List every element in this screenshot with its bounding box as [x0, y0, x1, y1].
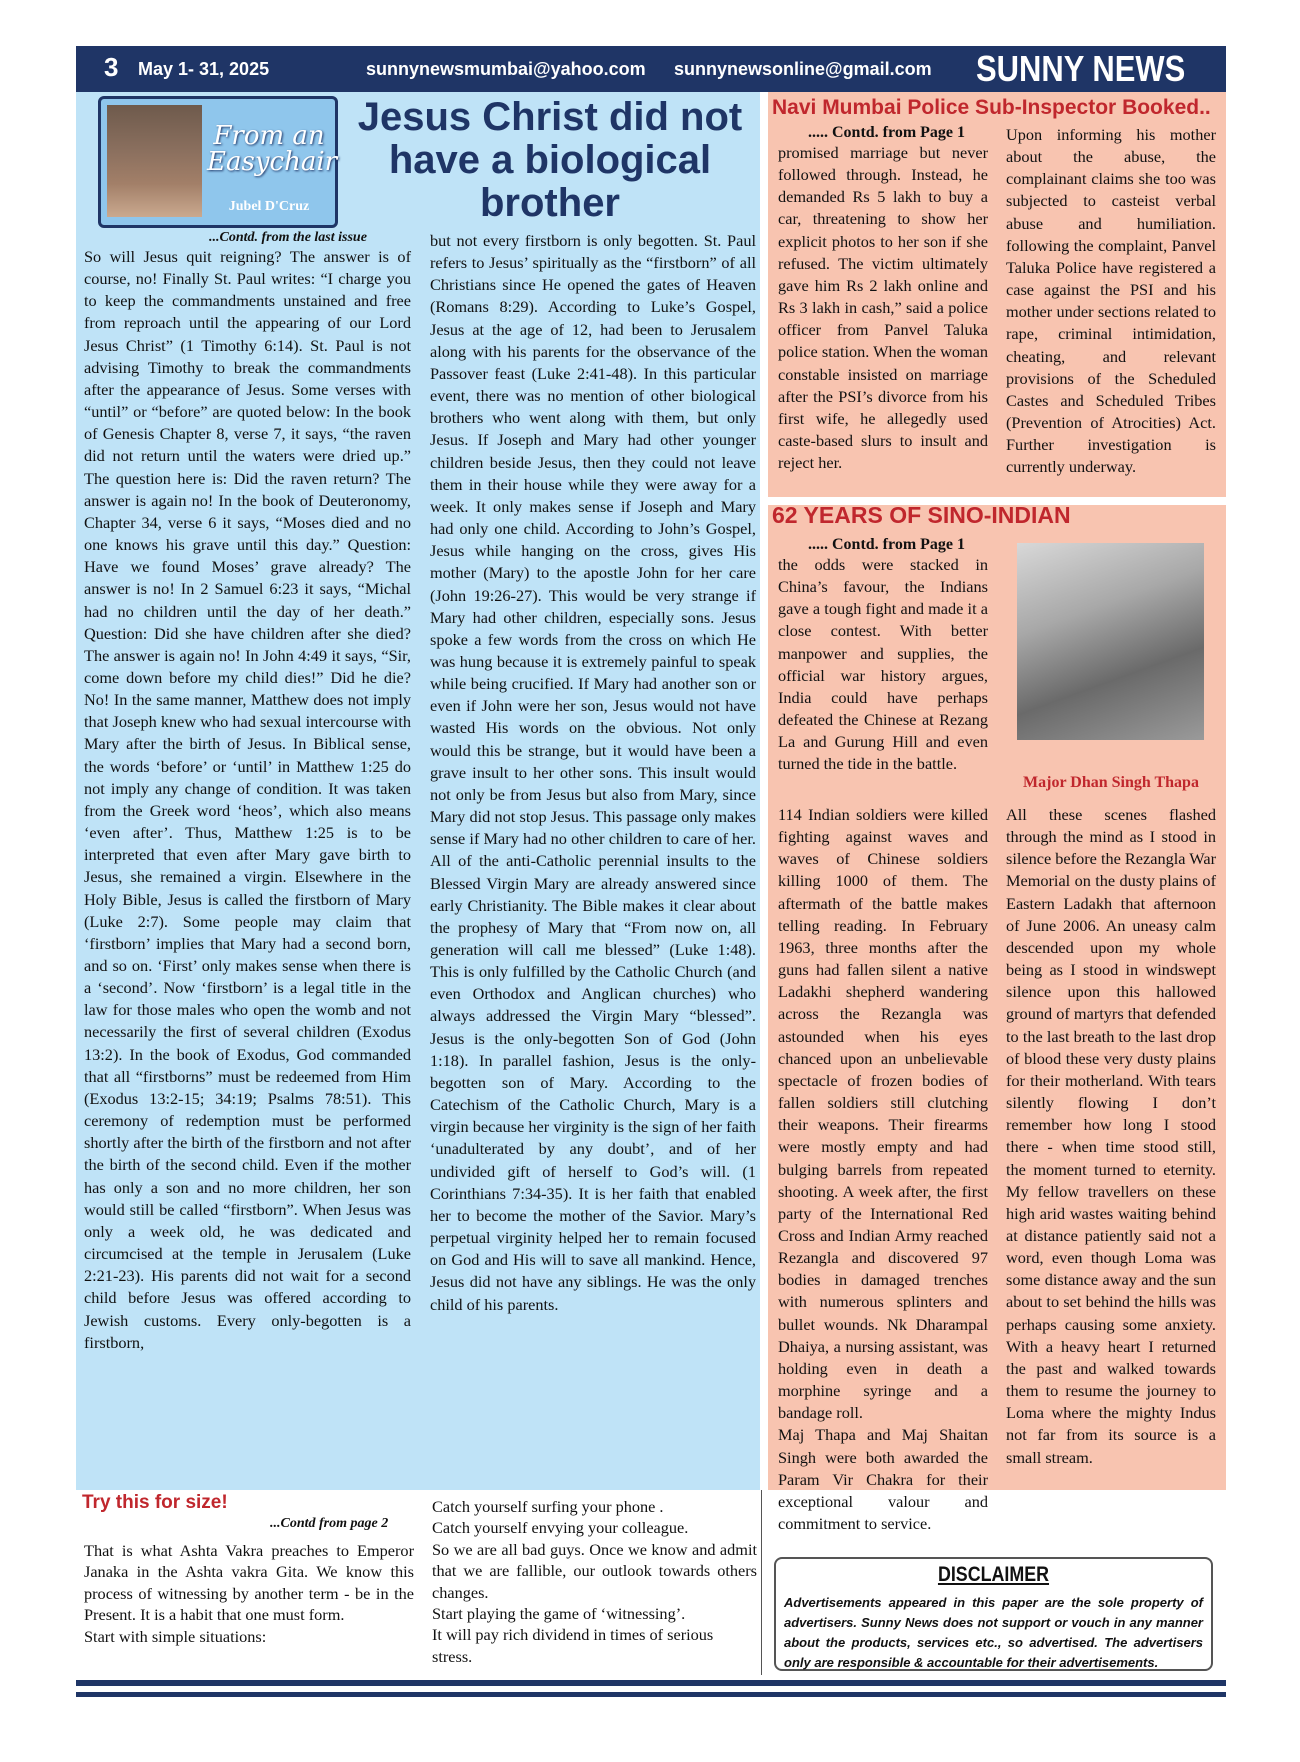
navi-text: promised marriage but never followed through. Instead, he demanded Rs 5 lakh to buy a car, threatening to show her explicit photos to her son if she refused. The victim ultimately gave him Rs 2 lakh online and Rs 3 lakh in cash,” said a police officer from Panvel Taluka police station. When the woman constable insisted on marriage after the PSI’s divorce from his first wife, he allegedly used caste-based slurs to insult and reject her. [778, 143, 988, 473]
author-name: Jubel D'Cruz [228, 199, 310, 214]
navi-text: Upon informing his mother about the abuse, the complainant claims she too was subjected to casteist verbal abuse and humiliation. following the complaint, Panvel Taluka Police have registered a case against the PSI and his mother under sections related to rape, criminal intimidation, cheating, and relevant provisions of the Scheduled Castes and Scheduled Tribes (Prevention of Atrocities) Act. Further investigation is currently underway. [1006, 125, 1216, 477]
try-text: Start with simple situations: [84, 1626, 267, 1646]
disclaimer-box [774, 1557, 1213, 1671]
column-divider [761, 1490, 762, 1675]
sino-text: the odds were stacked in China’s favour, the Indians gave a tough fight and made it a close contest. With better manpower and supplies, the official war history argues, India could have perhaps defeated the Chinese at Rezang La and Gurung Hill and even turned the tide in the battle. [778, 555, 988, 774]
try-column-2 [432, 1496, 757, 1667]
try-column-1 [84, 1540, 414, 1647]
article-text: but not every firstborn is only begotten. St. Paul refers to Jesus’ spiritually as the “firstborn” of all Christians since He opened the gates of Heaven (Romans 8:29). According to Luke’s Gospel, Jesus at the age of 12, had been to Jerusalem along with his parents for the observance of the Passover feast (Luke 2:41-48). In this particular event, there was no mention of other biological brothers who went along with them, but only Jesus. If Joseph and Mary had other younger children beside Jesus, then they could not leave them in their house while they were away for a week. It only makes sense if Joseph and Mary had only one child. According to John’s Gospel, Jesus while hanging on the cross, gives His mother (Mary) to the apostle John for her care (John 19:26-27). This would be very strange if Mary had other children, especially sons. Jesus spoke a few words from the cross on which He was hung because it is extremely painful to speak while being crucified. If Mary had another son or even if John were her son, Jesus would not have wasted His words on the obvious. Not only would this be strange, but it would have been a grave insult to her other sons. This insult would not only be from Jesus but also from Mary, since Mary did not stop Jesus. This passage only makes sense if Mary had no other children to care of her. All of the anti-Catholic perennial insults to the Blessed Virgin Mary are already answered since early Christianity. The Bible makes it clear about the prophesy of Mary that “From now on, all generation will call me blessed” (Luke 1:48). This is only fulfilled by the Catholic Church (and even Orthodox and Anglican churches) who always addressed the Virgin Mary “blessed”. Jesus is the only-begotten Son of God (John 1:18). In parallel fashion, Jesus is the only-begotten son of Mary. According to the Catechism of the Catholic Church, Mary is a virgin because her virginity is the sign of her faith ‘unadulterated by any doubt’, and of her undivided gift of herself to God’s will. (1 Corinthians 7:34-35). It is her faith that enabled her to become the mother of the Savior. Mary’s perpetual virginity helped her to remain focused on God and His will to save all mankind. Hence, Jesus did not have any siblings. He was the only child of his parents. [430, 231, 756, 1314]
try-text: So we are all bad guys. Once we know and admit that we are fallible, our outlook towards others changes. [432, 1539, 757, 1602]
contd-note: ..... Contd. from Page 1 [808, 536, 966, 553]
footer-rule [76, 1692, 1226, 1697]
masthead-logo: SUNNY NEWS [976, 48, 1186, 89]
sino-text: All these scenes flashed through the mind as I stood in silence before the Rezangla War Memorial on the dusty plains of Eastern Ladakh that afternoon of June 2006. An uneasy calm descended upon my whole being as I stood in windswept silence upon this hallowed ground of martyrs that defended to the last breath to the last drop of blood these very dusty plains for their motherland. With tears silently flowing I don’t remember how long I stood there - when time stood still, the moment turned to eternity. My fellow travellers on these high arid wastes waiting behind at distance patiently said not a word, even though Loma was some distance away and the sun about to set behind the hills was perhaps causing some anxiety. With a heavy heart I returned the past and walked towards them to resume the journey to Loma where the mighty Indus not far from its source is a small stream. [1006, 805, 1216, 1467]
sino-text: 114 Indian soldiers were killed fighting against waves and waves of Chinese soldiers killing 1000 of them. The aftermath of the battle makes telling reading. In February 1963, three months after the guns had fallen silent a native Ladakhi shepherd wandering across the Rezangla was astounded when his eyes chanced upon an unbelievable spectacle of frozen bodies of fallen soldiers still clutching their weapons. Their firearms were mostly empty and had bulging barrels from repeated shooting. A week after, the first party of the International Red Cross and Indian Army reached Rezangla and discovered 97 bodies in damaged trenches with numerous splinters and bullet wounds. Nk Dharampal Dhaiya, a nursing assistant, was holding even in death a morphine syringe and a bandage roll. [778, 805, 988, 1423]
navi-column-2 [1006, 124, 1216, 479]
page-number: 3 [104, 52, 119, 82]
sino-column-1 [778, 804, 988, 1535]
contd-note: ..... Contd. from Page 1 [808, 124, 966, 141]
column-label: From an Easychair [207, 121, 338, 177]
article-text: So will Jesus quit reigning? The answer is of course, no! Finally St. Paul writes: “I charge you to keep the commandments unstained and free from reproach until the appearing of our Lord Jesus Christ” (1 Timothy 6:14). St. Paul is not advising Timothy to break the commandments after the appearance of Jesus. Some verses with “until” or “before” are quoted below: In the book of Genesis Chapter 8, verse 7, it says, “the raven did not return until the waters were dried up.” The question here is: Did the raven return? The answer is again no! In the book of Deuteronomy, Chapter 34, verse 6 it says, “Moses died and no one knows his grave until this day.” Question: Have we found Moses’ grave already? The answer is no! In 2 Samuel 6:23 it says, “Michal had no children until the day of her death.” Question: Did she have children after she died? The answer is again no! In John 4:49 it says, “Sir, come down before my child dies!” Did he die? No! In the same manner, Matthew does not imply that Joseph knew who had sexual intercourse with Mary after the birth of Jesus. In Biblical sense, the words ‘before’ or ‘until’ in Matthew 1:25 do not imply any change of condition. It was taken from the Greek word ‘heos’, which also means ‘even after’. Thus, Matthew 1:25 is to be interpreted that even after Mary gave birth to Jesus, she remained a virgin. Elsewhere in the Holy Bible, Jesus is called the firstborn of Mary (Luke 2:7). Some people may claim that ‘firstborn’ implies that Mary had a second born, and so on. ‘First’ only makes sense when there is a ‘second’. Now ‘firstborn’ is a legal title in the law for those males who open the womb and not necessarily the first of several children (Exodus 13:2). In the book of Exodus, God commanded that all “firstborns” must be redeemed from Him (Exodus 13:2-15; 34:19; Psalms 78:51). This ceremony of redemption must be performed shortly after the birth of the firstborn and not after the birth of the second child. Even if the mother has only a son and no more children, her son would still be called “firstborn”. When Jesus was only a week old, he was dedicated and circumcised at the temple in Jerusalem (Luke 2:21-23). His parents did not wait for a second child before Jesus was offered according to Jewish customs. Every only-begotten is a firstborn, [84, 247, 411, 1352]
photo-caption: Major Dhan Singh Thapa [1023, 774, 1199, 791]
page-header [76, 46, 1226, 92]
try-text: Catch yourself envying your colleague. [432, 1518, 689, 1538]
try-text: It will pay rich dividend in times of serious stress. [432, 1625, 714, 1666]
email-online: sunnynewsonline@gmail.com [674, 59, 932, 79]
sino-headline: 62 YEARS OF SINO-INDIAN [772, 502, 1071, 528]
article-headline: Jesus Christ did not have a biological brother [357, 95, 743, 225]
sino-intro [778, 536, 988, 776]
author-photo [107, 105, 202, 217]
sino-column-2 [1006, 804, 1216, 1469]
navi-column-1 [778, 124, 988, 474]
disclaimer-title: DISCLAIMER [937, 1563, 1050, 1586]
navi-headline: Navi Mumbai Police Sub-Inspector Booked.. [772, 96, 1211, 119]
try-text: Start playing the game of ‘witnessing’. [432, 1604, 686, 1624]
article-column-2 [430, 230, 756, 1316]
try-text: Catch yourself surfing your phone . [432, 1497, 664, 1516]
try-headline: Try this for size! [82, 1492, 228, 1513]
soldier-photo [1017, 543, 1204, 740]
email-mumbai: sunnynewsmumbai@yahoo.com [366, 59, 646, 79]
contd-note: ...Contd. from the last issue [209, 230, 367, 245]
footer-rule [76, 1680, 1226, 1686]
column-badge [98, 96, 338, 228]
issue-date: May 1- 31, 2025 [138, 59, 270, 79]
disclaimer-text: Advertisements appeared in this paper are the sole property of advertisers. Sunny News does not support or vouch in any manner about the products, services etc., so advertised. The advertisers only are responsible & accountable for their advertisements. [784, 1595, 1203, 1670]
try-text: That is what Ashta Vakra preaches to Emperor Janaka in the Ashta vakra Gita. We know this process of witnessing by another term - be in the Present. It is a habit that one must form. [84, 1541, 414, 1625]
article-column-1 [84, 230, 411, 1354]
contd-note: ...Contd from page 2 [270, 1516, 389, 1531]
sino-text: Maj Thapa and Maj Shaitan Singh were both awarded the Param Vir Chakra for their exceptional valour and commitment to service. [778, 1425, 988, 1533]
